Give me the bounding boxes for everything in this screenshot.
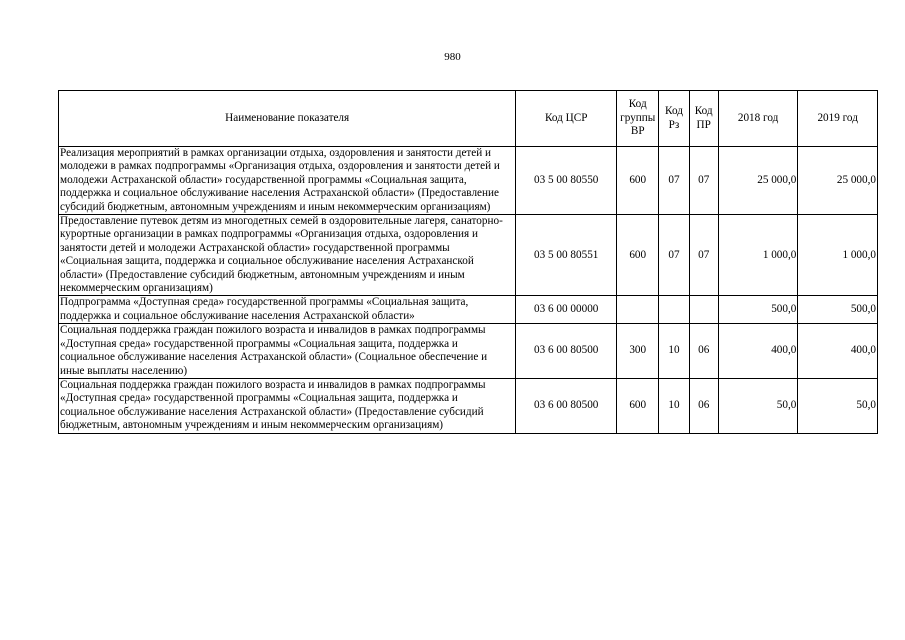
- row-csr: 03 6 00 80500: [516, 378, 617, 433]
- header-csr: Код ЦСР: [516, 91, 617, 147]
- header-2019: 2019 год: [798, 91, 878, 147]
- row-pr: [689, 296, 718, 324]
- budget-table: [58, 90, 878, 434]
- table-row: [59, 378, 878, 433]
- table-row: [59, 215, 878, 296]
- row-pr: 07: [689, 215, 718, 296]
- row-2018: 400,0: [718, 324, 798, 379]
- row-name: Подпрограмма «Доступная среда» государственной программы «Социальная защита, поддержка и социальное обслуживание населения Астраханской области»: [59, 296, 516, 324]
- table-row: [59, 147, 878, 215]
- row-2019: 500,0: [798, 296, 878, 324]
- row-2018: 50,0: [718, 378, 798, 433]
- row-csr: 03 5 00 80551: [516, 215, 617, 296]
- row-csr: 03 6 00 00000: [516, 296, 617, 324]
- table-header-row: [59, 91, 878, 147]
- row-rz: 10: [659, 378, 689, 433]
- header-vr-line1: Код: [628, 98, 647, 111]
- header-rz-line2: Рз: [668, 118, 680, 131]
- row-name: Социальная поддержка граждан пожилого возраста и инвалидов в рамках подпрограммы «Доступная среда» государственной программы «Социальная защита, поддержка и социальное обслуживание населения Астраханской области» (Предоставление субсидий бюджетным, автономным учреждениям и иным некоммерческим организациям): [59, 378, 516, 433]
- row-2019: 50,0: [798, 378, 878, 433]
- row-rz: 07: [659, 147, 689, 215]
- row-name: Социальная поддержка граждан пожилого возраста и инвалидов в рамках подпрограммы «Доступная среда» государственной программы «Социальная защита, поддержка и социальное обслуживание населения Астраханской области» (Социальное обеспечение и иные выплаты населению): [59, 324, 516, 379]
- header-rz: [659, 91, 689, 147]
- row-rz: [659, 296, 689, 324]
- table-row: [59, 296, 878, 324]
- row-2019: 1 000,0: [798, 215, 878, 296]
- header-2018: 2018 год: [718, 91, 798, 147]
- row-rz: 07: [659, 215, 689, 296]
- row-vr: 600: [617, 378, 659, 433]
- row-csr: 03 6 00 80500: [516, 324, 617, 379]
- row-2018: 500,0: [718, 296, 798, 324]
- row-name: Реализация мероприятий в рамках организации отдыха, оздоровления и занятости детей и молодежи в рамках подпрограммы «Организация отдыха, оздоровления и занятости детей и молодежи Астраханской области» государственной программы «Социальная защита, поддержка и социальное обслуживание населения Астраханской области» (Предоставление субсидий бюджетным, автономным учреждениям и иным некоммерческим организациям): [59, 147, 516, 215]
- row-2019: 25 000,0: [798, 147, 878, 215]
- page-number: 980: [444, 51, 461, 63]
- header-vr-line2: группы: [620, 111, 656, 124]
- row-pr: 07: [689, 147, 718, 215]
- row-pr: 06: [689, 324, 718, 379]
- row-csr: 03 5 00 80550: [516, 147, 617, 215]
- row-vr: 300: [617, 324, 659, 379]
- row-vr: 600: [617, 147, 659, 215]
- row-vr: [617, 296, 659, 324]
- header-vr-line3: ВР: [630, 125, 645, 138]
- header-pr-line2: ПР: [696, 118, 711, 131]
- row-vr: 600: [617, 215, 659, 296]
- table-row: [59, 324, 878, 379]
- header-rz-line1: Код: [665, 105, 683, 117]
- row-2019: 400,0: [798, 324, 878, 379]
- row-rz: 10: [659, 324, 689, 379]
- header-pr-line1: Код: [694, 105, 713, 117]
- row-2018: 1 000,0: [718, 215, 798, 296]
- header-name: Наименование показателя: [59, 91, 516, 147]
- row-name: Предоставление путевок детям из многодетных семей в оздоровительные лагеря, санаторно-курортные организации в рамках подпрограммы «Организация отдыха, оздоровления и занятости детей и молодежи Астраханской области» государственной программы «Социальная защита, поддержка и социальное обслуживание населения Астраханской области» (Предоставление субсидий бюджетным, автономным учреждениям и иным некоммерческим организациям): [59, 215, 516, 296]
- header-vr: [617, 91, 659, 147]
- row-2018: 25 000,0: [718, 147, 798, 215]
- row-pr: 06: [689, 378, 718, 433]
- header-pr: [689, 91, 718, 147]
